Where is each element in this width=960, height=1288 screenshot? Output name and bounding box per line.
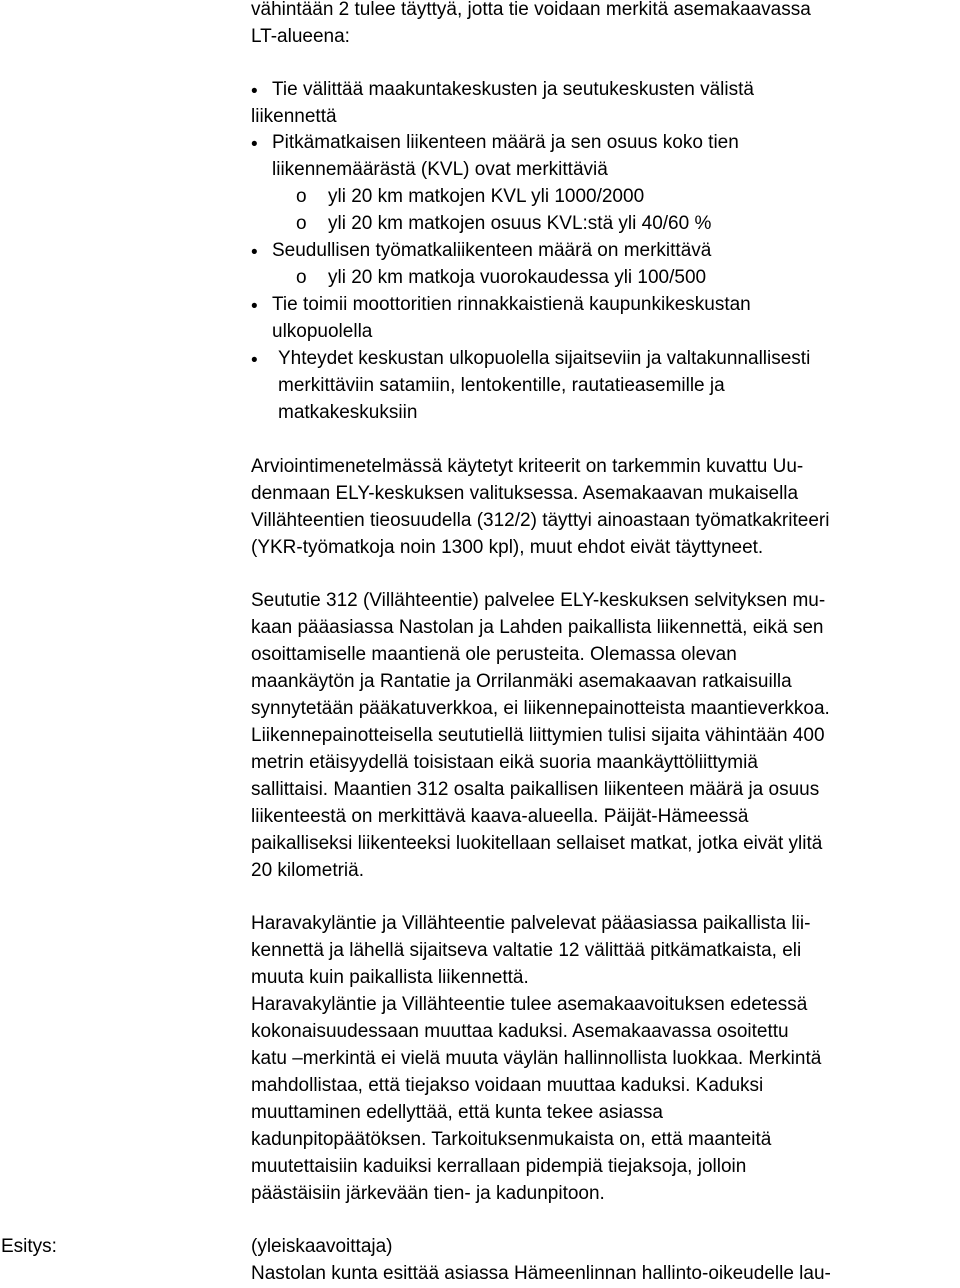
paragraph-line: kennettä ja lähellä sijaitseva valtatie 12 välittää pitkämatkaista, eli — [251, 940, 802, 961]
paragraph-line: Seututie 312 (Villähteentie) palvelee ELY-keskuksen selvityksen mu- — [251, 590, 826, 611]
sub-list-item: yli 20 km matkoja vuorokaudessa yli 100/500 — [328, 267, 707, 288]
paragraph-line: kaan pääasiassa Nastolan ja Lahden paikallista liikennettä, eikä sen — [251, 617, 824, 638]
bullet-icon — [251, 239, 258, 267]
paragraph-line: Haravakyläntie ja Villähteentie palvelevat pääasiassa paikallista lii- — [251, 913, 811, 934]
list-item: Seudullisen työmatkaliikenteen määrä on merkittävä — [272, 240, 712, 261]
sub-bullet-marker: o — [296, 267, 307, 288]
paragraph-line: liikenteestä on merkittävä kaava-alueella. Päijät-Hämeessä — [251, 806, 749, 827]
bullet-icon — [251, 131, 258, 159]
paragraph-line: muuttaminen edellyttää, että kunta tekee asiassa — [251, 1102, 663, 1123]
paragraph-line: kokonaisuudessaan muuttaa kaduksi. Asemakaavassa osoitettu — [251, 1021, 789, 1042]
list-item: ulkopuolella — [272, 321, 373, 342]
paragraph-line: denmaan ELY-keskuksen valituksessa. Asemakaavan mukaisella — [251, 483, 799, 504]
paragraph-line: muuta kuin paikallista liikennettä. — [251, 967, 529, 988]
bullet-icon — [251, 293, 258, 321]
paragraph-line: Haravakyläntie ja Villähteentie tulee asemakaavoituksen edetessä — [251, 994, 808, 1015]
esitys-label: Esitys: — [1, 1236, 57, 1257]
paragraph-line: mahdollistaa, että tiejakso voidaan muuttaa kaduksi. Kaduksi — [251, 1075, 764, 1096]
paragraph-line: 20 kilometriä. — [251, 860, 364, 881]
paragraph-line: kadunpitopäätöksen. Tarkoituksenmukaista on, että maanteitä — [251, 1129, 772, 1150]
sub-bullet-marker: o — [296, 186, 307, 207]
paragraph-line: metrin etäisyydellä toisistaan eikä suoria maankäyttöliittymiä — [251, 752, 758, 773]
list-item: Pitkämatkaisen liikenteen määrä ja sen osuus koko tien — [272, 132, 739, 153]
paragraph-line: Arviointimenetelmässä käytetyt kriteerit on tarkemmin kuvattu Uu- — [251, 456, 804, 477]
sub-bullet-marker: o — [296, 213, 307, 234]
sub-list-item: yli 20 km matkojen KVL yli 1000/2000 — [328, 186, 645, 207]
list-item: Yhteydet keskustan ulkopuolella sijaitseviin ja valtakunnallisesti — [278, 348, 811, 369]
sub-list-item: yli 20 km matkojen osuus KVL:stä yli 40/60 % — [328, 213, 712, 234]
esitys-author: (yleiskaavoittaja) — [251, 1236, 393, 1257]
paragraph-line: osoittamiselle maantienä ole perusteita. Olemassa olevan — [251, 644, 737, 665]
paragraph-line: (YKR-työmatkoja noin 1300 kpl), muut ehdot eivät täyttyneet. — [251, 537, 764, 558]
paragraph-line: Liikennepainotteisella seututiellä liittymien tulisi sijaita vähintään 400 — [251, 725, 825, 746]
esitys-text: Nastolan kunta esittää asiassa Hämeenlinnan hallinto-oikeudelle lau- — [251, 1263, 831, 1284]
bullet-icon — [251, 347, 258, 375]
paragraph-line: synnytetään pääkatuverkkoa, ei liikennepainotteista maantieverkkoa. — [251, 698, 830, 719]
paragraph-line: Villähteentien tieosuudella (312/2) täyttyi ainoastaan työmatkakriteeri — [251, 510, 830, 531]
list-item: merkittäviin satamiin, lentokentille, rautatieasemille ja — [278, 375, 725, 396]
intro-line: vähintään 2 tulee täyttyä, jotta tie voidaan merkitä asemakaavassa — [251, 0, 811, 20]
paragraph-line: paikalliseksi liikenteeksi luokitellaan sellaiset matkat, jotka eivät ylitä — [251, 833, 823, 854]
paragraph-line: katu –merkintä ei vielä muuta väylän hallinnollista luokkaa. Merkintä — [251, 1048, 822, 1069]
paragraph-line: maankäytön ja Rantatie ja Orrilanmäki asemakaavan ratkaisuilla — [251, 671, 792, 692]
paragraph-line: muutettaisiin kaduiksi kerrallaan pidempiä tiejaksoja, jolloin — [251, 1156, 747, 1177]
paragraph-line: sallittaisi. Maantien 312 osalta paikallisen liikenteen määrä ja osuus — [251, 779, 820, 800]
list-item: Tie toimii moottoritien rinnakkaistienä kaupunkikeskustan — [272, 294, 751, 315]
intro-line: LT-alueena: — [251, 26, 350, 47]
paragraph-line: päästäisiin järkevään tien- ja kadunpitoon. — [251, 1183, 605, 1204]
list-item: liikennettä — [251, 106, 337, 127]
bullet-icon — [251, 78, 258, 106]
list-item: Tie välittää maakuntakeskusten ja seutukeskusten välistä — [272, 79, 754, 100]
list-item: liikennemäärästä (KVL) ovat merkittäviä — [272, 159, 608, 180]
list-item: matkakeskuksiin — [278, 402, 418, 423]
